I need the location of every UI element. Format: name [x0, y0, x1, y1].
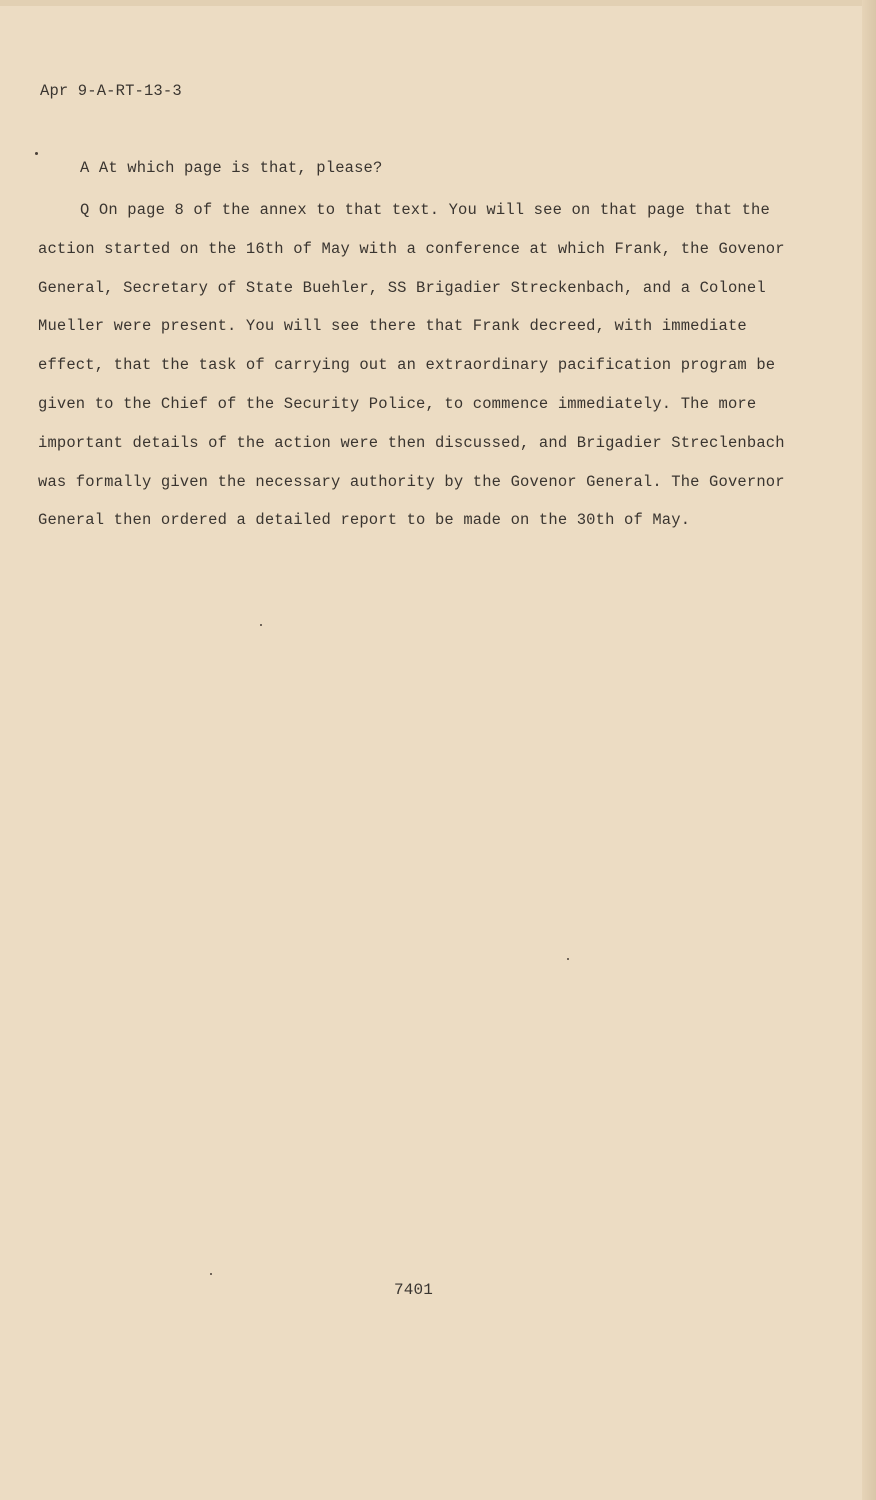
- question-line: given to the Chief of the Security Police, to commence immediately. The more: [38, 394, 757, 413]
- question-line: was formally given the necessary authority by the Govenor General. The Governor: [38, 472, 785, 491]
- answer-line: A At which page is that, please?: [80, 159, 383, 177]
- question-line: important details of the action were then discussed, and Brigadier Streclenbach: [38, 433, 785, 452]
- page-top-edge: [0, 0, 876, 6]
- document-reference: Apr 9-A-RT-13-3: [40, 82, 182, 100]
- question-line: Mueller were present. You will see there that Frank decreed, with immediate: [38, 317, 747, 336]
- question-line: General, Secretary of State Buehler, SS Brigadier Streckenbach, and a Colonel: [38, 278, 766, 297]
- ink-speck: [35, 152, 38, 155]
- ink-speck: [567, 958, 569, 960]
- page-number: 7401: [394, 1281, 434, 1299]
- page-right-edge: [862, 0, 876, 1500]
- ink-speck: [260, 624, 262, 626]
- question-line: effect, that the task of carrying out an extraordinary pacification program be: [38, 356, 776, 375]
- question-line: action started on the 16th of May with a conference at which Frank, the Govenor: [38, 239, 785, 258]
- question-line: Q On page 8 of the annex to that text. You will see on that page that the: [80, 201, 770, 219]
- question-paragraph: [38, 198, 818, 547]
- question-line: General then ordered a detailed report to be made on the 30th of May.: [38, 511, 691, 530]
- ink-speck: [210, 1273, 212, 1275]
